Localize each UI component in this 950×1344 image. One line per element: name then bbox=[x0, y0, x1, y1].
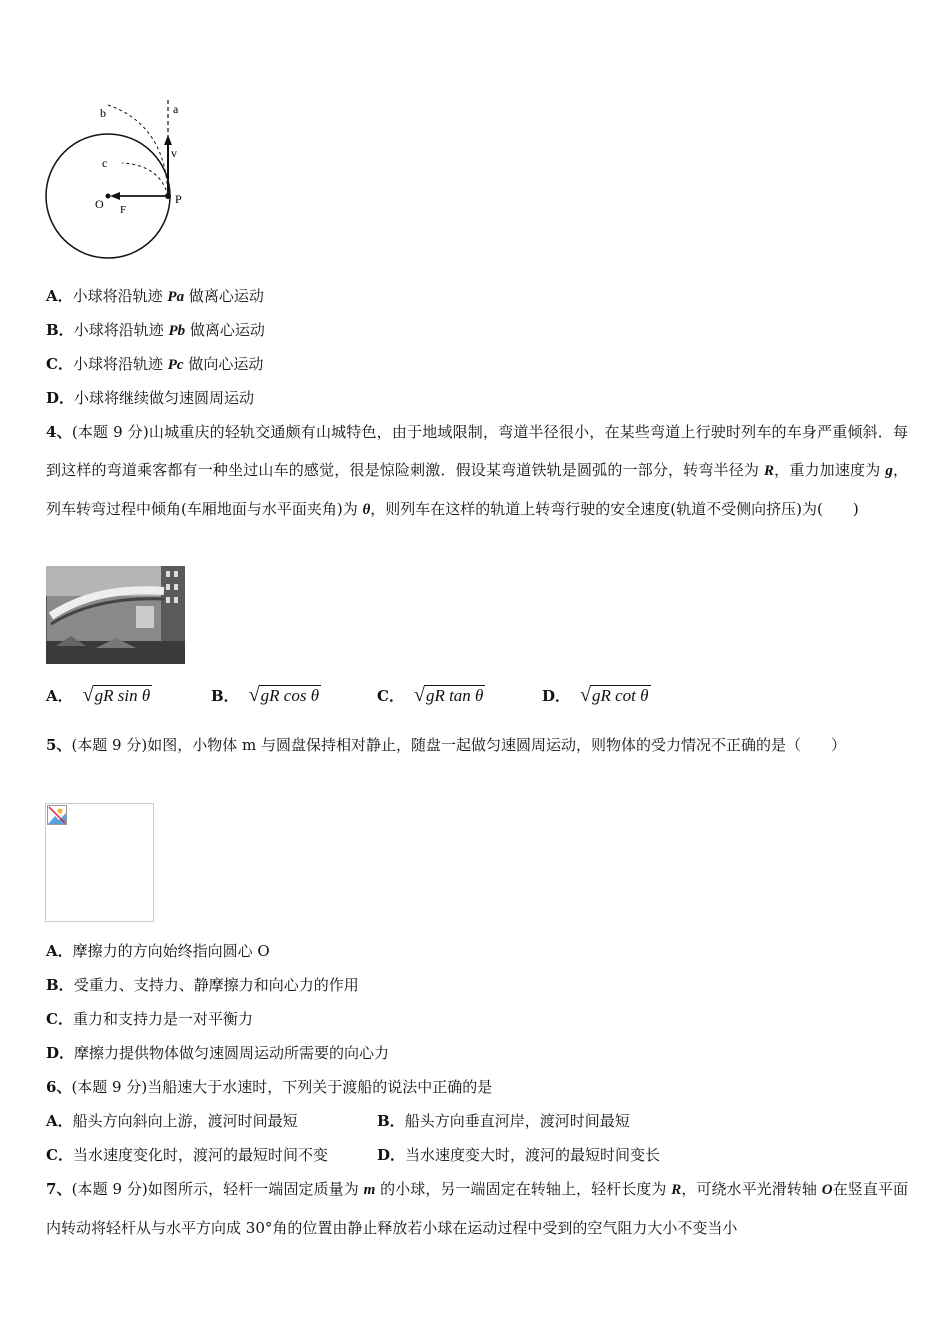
q3-option-c: C．小球将沿轨迹 Pc 做向心运动 bbox=[46, 355, 264, 373]
q7-question: 7、(本题 9 分)如图所示，轻杆一端固定质量为 m 的小球，另一端固定在转轴上，轻杆长度为 R，可绕水平光滑转轴 O在竖直平面内转动将轻杆从与水平方向成 30°角的位置由静止释放若小球在运动过程中受到的空气阻力大小不变当小 bbox=[46, 1180, 908, 1237]
label-f: F bbox=[120, 204, 127, 216]
q3-option-b: B．小球将沿轨迹 Pb 做离心运动 bbox=[46, 321, 265, 339]
label-p: P bbox=[175, 192, 182, 206]
q6-option-c: C．当水速度变化时，渡河的最短时间不变 bbox=[46, 1146, 328, 1164]
q4-question: 4、(本题 9 分)山城重庆的轻轨交通颇有山城特色，由于地域限制，弯道半径很小，在某些弯道上行驶时列车的车身严重倾斜．每到这样的弯道乘客都有一种坐过山车的感觉，很是惊险刺激．假设某弯道铁轨是圆弧的一部分，转弯半径为 R，重力加速度为 g，列车转弯过程中倾角(车厢地面与水平面夹角)为 θ，则列车在这样的轨道上转弯行驶的安全速度(轨道不受侧向挤压)为( ) bbox=[46, 423, 908, 518]
q6-option-d: D．当水速度变大时，渡河的最短时间变长 bbox=[377, 1146, 661, 1164]
label-b: b bbox=[100, 106, 106, 120]
q5-option-a: A．摩擦力的方向始终指向圆心 O bbox=[46, 942, 270, 960]
monorail-photo bbox=[46, 566, 185, 664]
q5-option-d: D．摩擦力提供物体做匀速圆周运动所需要的向心力 bbox=[46, 1044, 390, 1062]
point-p bbox=[165, 193, 171, 199]
q6-option-b: B．船头方向垂直河岸，渡河时间最短 bbox=[377, 1112, 630, 1130]
label-c: c bbox=[102, 156, 108, 170]
label-a: a bbox=[173, 102, 179, 116]
q5-option-c: C．重力和支持力是一对平衡力 bbox=[46, 1010, 253, 1028]
center-point bbox=[106, 194, 111, 199]
q5-option-b: B．受重力、支持力、静摩擦力和向心力的作用 bbox=[46, 976, 359, 994]
q3-option-a: A．小球将沿轨迹 Pa 做离心运动 bbox=[46, 287, 264, 305]
q6-question: 6、(本题 9 分)当船速大于水速时，下列关于渡船的说法中正确的是 bbox=[46, 1078, 493, 1096]
circular-motion-diagram bbox=[40, 95, 200, 265]
q4-option-d: D． √gR cot θ bbox=[542, 684, 649, 706]
q4-option-c: C． √gR tan θ bbox=[377, 684, 484, 706]
q3-option-d: D．小球将继续做匀速圆周运动 bbox=[46, 389, 255, 407]
label-v: v bbox=[171, 146, 177, 160]
q4-option-b: B． √gR cos θ bbox=[211, 684, 320, 706]
broken-image-icon bbox=[47, 805, 67, 825]
q5-question: 5、(本题 9 分)如图，小物体 m 与圆盘保持相对静止，随盘一起做匀速圆周运动，则物体的受力情况不正确的是（ ） bbox=[46, 736, 846, 754]
q6-option-a: A．船头方向斜向上游，渡河时间最短 bbox=[46, 1112, 298, 1130]
label-o: O bbox=[95, 197, 104, 211]
broken-image-placeholder bbox=[45, 803, 154, 922]
trajectory-b-curve bbox=[108, 105, 168, 196]
trajectory-c-curve bbox=[122, 163, 168, 196]
q4-option-a: A． √gR sin θ bbox=[46, 684, 151, 706]
